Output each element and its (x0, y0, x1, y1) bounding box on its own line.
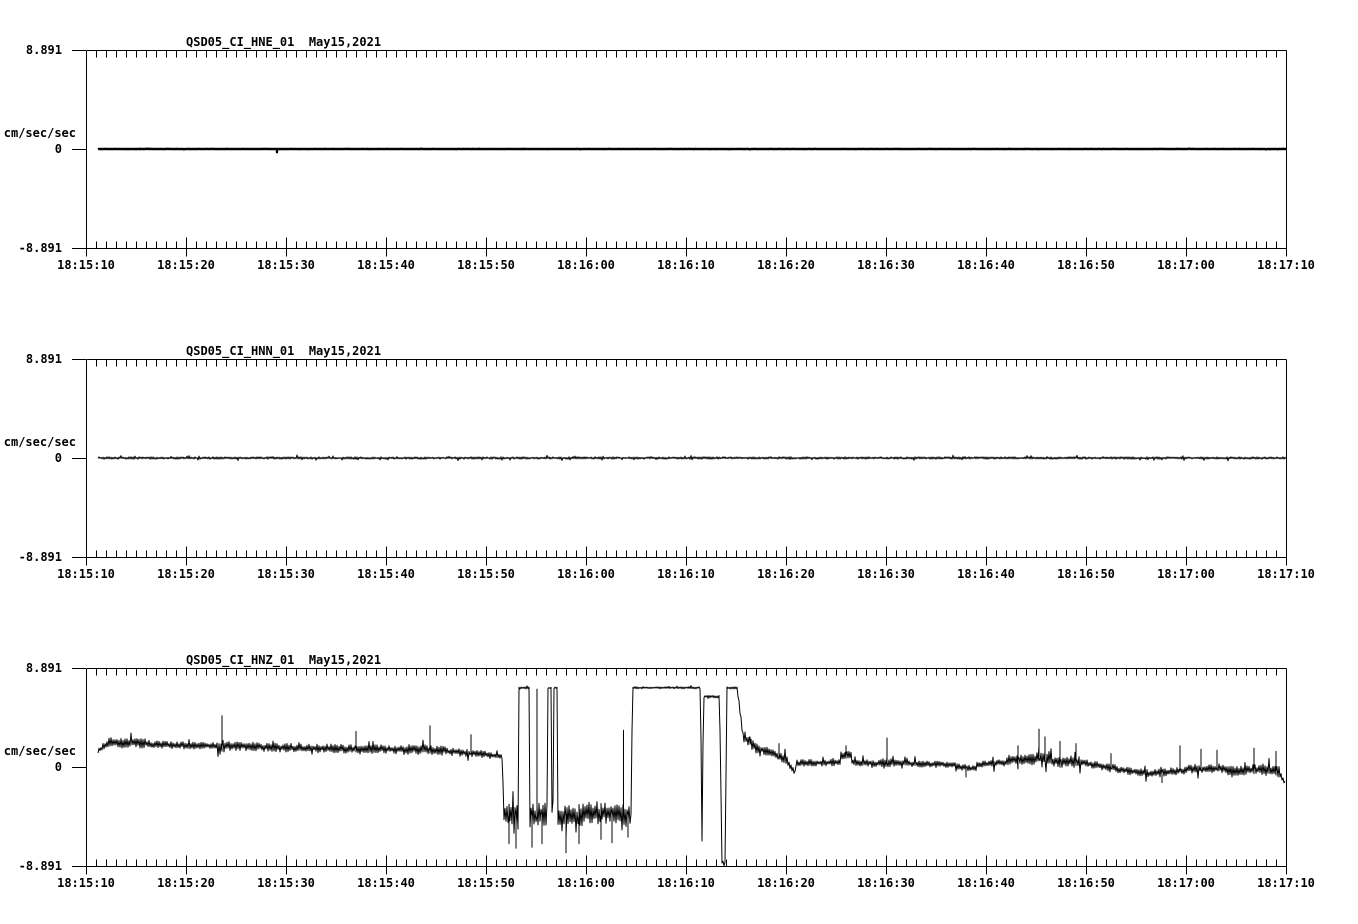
chart-title: QSD05_CI_HNE_01 May15,2021 (186, 35, 382, 49)
time-tick-label: 18:15:20 (157, 258, 215, 272)
time-tick-label: 18:15:50 (457, 567, 515, 581)
time-tick-label: 18:15:10 (57, 258, 115, 272)
time-tick-label: 18:16:30 (857, 567, 915, 581)
time-tick-label: 18:15:20 (157, 567, 215, 581)
time-tick-label: 18:16:20 (757, 567, 815, 581)
y-axis-min-label: -8.891 (18, 859, 62, 873)
y-axis-unit-label: cm/sec/sec (3, 435, 76, 449)
chart-title: QSD05_CI_HNN_01 May15,2021 (186, 344, 382, 358)
time-tick-label: 18:16:10 (657, 258, 715, 272)
time-tick-label: 18:16:20 (757, 258, 815, 272)
y-axis-min-label: -8.891 (18, 550, 62, 564)
chart-title: QSD05_CI_HNZ_01 May15,2021 (186, 653, 382, 667)
time-tick-label: 18:15:30 (257, 567, 315, 581)
time-tick-label: 18:15:20 (157, 876, 215, 890)
time-tick-label: 18:16:30 (857, 876, 915, 890)
time-tick-label: 18:15:40 (357, 876, 415, 890)
waveform-plot-hnz (60, 648, 1300, 880)
time-tick-label: 18:16:20 (757, 876, 815, 890)
time-tick-label: 18:15:50 (457, 258, 515, 272)
time-tick-label: 18:15:40 (357, 258, 415, 272)
time-tick-label: 18:16:00 (557, 258, 615, 272)
y-axis-zero-label: 0 (54, 760, 62, 774)
time-tick-label: 18:16:50 (1057, 876, 1115, 890)
time-tick-label: 18:16:40 (957, 567, 1015, 581)
y-axis-min-label: -8.891 (18, 241, 62, 255)
y-axis-max-label: 8.891 (25, 352, 62, 366)
time-tick-label: 18:15:10 (57, 567, 115, 581)
time-tick-label: 18:15:10 (57, 876, 115, 890)
time-tick-label: 18:15:30 (257, 876, 315, 890)
time-tick-label: 18:16:00 (557, 876, 615, 890)
time-tick-label: 18:17:00 (1157, 876, 1215, 890)
time-tick-label: 18:16:40 (957, 258, 1015, 272)
y-axis-max-label: 8.891 (25, 661, 62, 675)
time-tick-label: 18:17:10 (1257, 567, 1315, 581)
y-axis-max-label: 8.891 (25, 43, 62, 57)
y-axis-zero-label: 0 (54, 451, 62, 465)
time-tick-label: 18:15:40 (357, 567, 415, 581)
time-tick-label: 18:16:00 (557, 567, 615, 581)
time-tick-label: 18:16:10 (657, 876, 715, 890)
time-tick-label: 18:16:40 (957, 876, 1015, 890)
time-tick-label: 18:15:50 (457, 876, 515, 890)
y-axis-zero-label: 0 (54, 142, 62, 156)
y-axis-unit-label: cm/sec/sec (3, 126, 76, 140)
time-tick-label: 18:16:10 (657, 567, 715, 581)
time-tick-label: 18:15:30 (257, 258, 315, 272)
y-axis-unit-label: cm/sec/sec (3, 744, 76, 758)
time-tick-label: 18:17:10 (1257, 876, 1315, 890)
time-tick-label: 18:17:00 (1157, 567, 1215, 581)
waveform-plot-hne (60, 30, 1300, 262)
time-tick-label: 18:16:30 (857, 258, 915, 272)
waveform-plot-hnn (60, 339, 1300, 571)
time-tick-label: 18:17:10 (1257, 258, 1315, 272)
time-tick-label: 18:16:50 (1057, 258, 1115, 272)
time-tick-label: 18:17:00 (1157, 258, 1215, 272)
time-tick-label: 18:16:50 (1057, 567, 1115, 581)
